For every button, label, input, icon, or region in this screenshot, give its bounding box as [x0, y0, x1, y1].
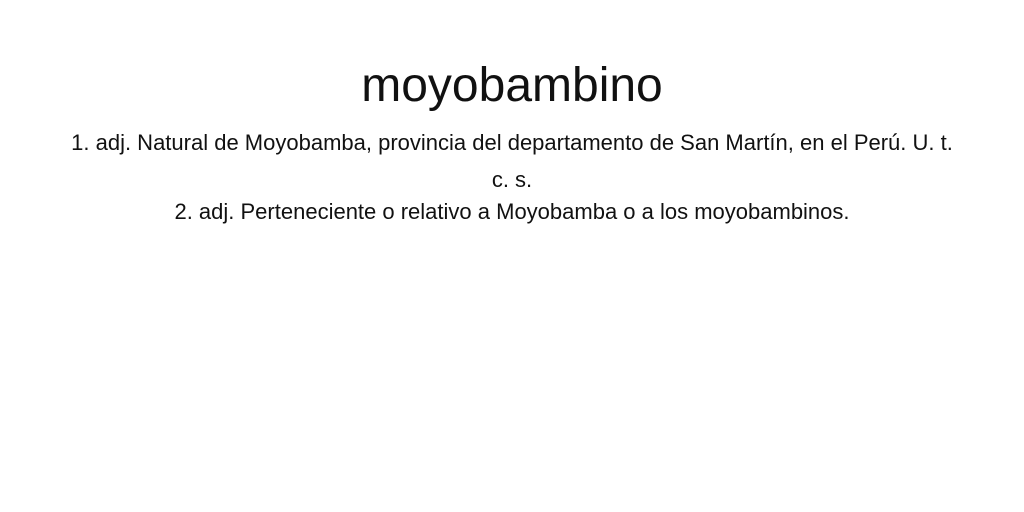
definition-item: 1. adj. Natural de Moyobamba, provincia del departamento de San Martín, en el Perú. U. t. c. s.: [71, 130, 953, 192]
headword: moyobambino: [361, 59, 663, 112]
definition-item: 2. adj. Perteneciente o relativo a Moyobamba o a los moyobambinos.: [174, 199, 850, 224]
definition-list: [60, 124, 964, 230]
